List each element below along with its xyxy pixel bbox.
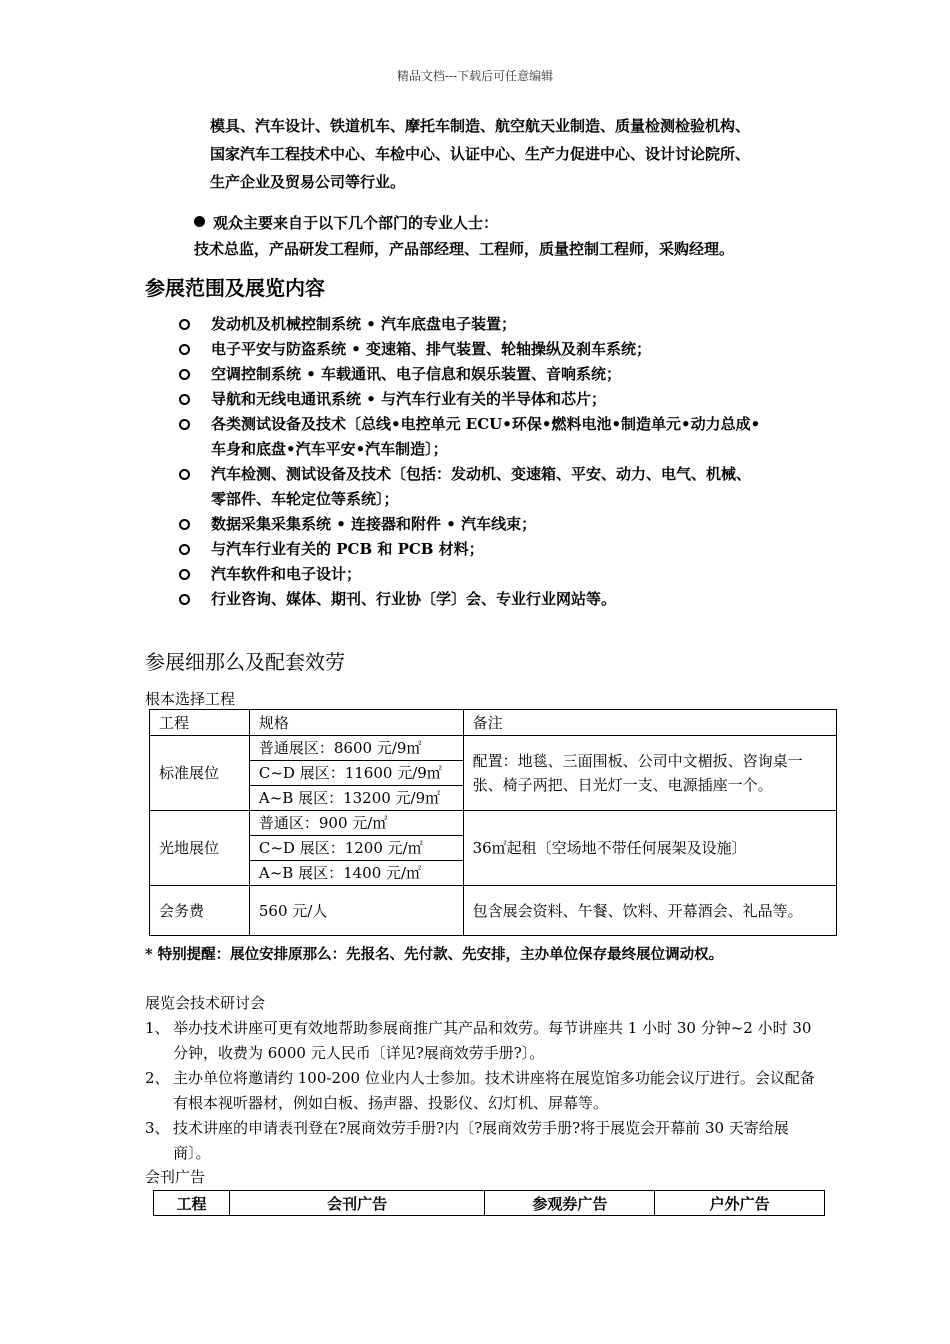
ring-bullet-icon — [179, 569, 190, 580]
ring-bullet-icon — [179, 369, 190, 380]
list-item-text: 空调控制系统 • 车载通讯、电子信息和娱乐装置、音响系统； — [211, 365, 622, 383]
column-header: 备注 — [463, 710, 836, 736]
spec-cell: C~D 展区：11600 元/9㎡ — [249, 761, 463, 786]
list-item — [176, 537, 826, 562]
list-item-text: 导航和无线电通讯系统 • 与汽车行业有关的半导体和芯片； — [211, 390, 607, 408]
list-item-text: 各类测试设备及技术〔总线•电控单元 ECU•环保•燃料电池•制造单元•动力总成• 车身和底盘•汽车平安•汽车制造〕； — [211, 415, 761, 458]
bullet-dot-icon — [194, 216, 205, 227]
page-header: 精品文档---下载后可任意编辑 — [396, 69, 554, 83]
list-item-text: 电子平安与防盗系统 • 变速箱、排气装置、轮轴操纵及刹车系统； — [211, 340, 652, 358]
list-item — [176, 512, 826, 537]
list-item-text: 主办单位将邀请约 100-200 位业内人士参加。技术讲座将在展览馆多功能会议厅进行。会议配备有根本视听器材，例如白板、扬声器、投影仪、幻灯机、屏幕等。 — [173, 1069, 815, 1112]
spec-cell: A~B 展区：1400 元/㎡ — [249, 861, 463, 886]
ring-bullet-icon — [179, 344, 190, 355]
list-item — [176, 312, 826, 337]
booth-type-cell: 标准展位 — [150, 736, 250, 811]
ring-bullet-icon — [179, 544, 190, 555]
list-item — [176, 462, 826, 512]
table-row — [150, 886, 837, 936]
list-item — [176, 412, 826, 462]
detail-heading: 参展细那么及配套效劳 — [145, 650, 345, 674]
column-header: 户外广告 — [655, 1191, 825, 1216]
list-item — [145, 1016, 825, 1066]
ring-bullet-icon — [179, 394, 190, 405]
table-header-row — [150, 710, 837, 736]
list-item-text: 技术讲座的申请表刊登在?展商效劳手册?内〔?展商效劳手册?将于展览会开幕前 30 天寄给展商〕。 — [173, 1119, 789, 1162]
booth-type-cell: 光地展位 — [150, 811, 250, 886]
list-item — [145, 1066, 825, 1116]
intro-line: 模具、汽车设计、铁道机车、摩托车制造、航空航天业制造、质量检测检验机构、 — [210, 117, 751, 135]
audience-bullet — [194, 212, 498, 233]
intro-line: 生产企业及贸易公司等行业。 — [210, 173, 406, 191]
list-item-text: 举办技术讲座可更有效地帮助参展商推广其产品和效劳。每节讲座共 1 小时 30 分钟~2 小时 30 分钟，收费为 6000 元人民币〔详见?展商效劳手册?〕。 — [173, 1019, 812, 1062]
list-item — [145, 1116, 825, 1166]
audience-text: 技术总监，产品研发工程师，产品部经理、工程师，质量控制工程师，采购经理。 — [194, 240, 735, 258]
list-item — [176, 562, 826, 587]
list-item — [176, 337, 826, 362]
column-header: 工程 — [154, 1191, 230, 1216]
note-cell: 配置：地毯、三面围板、公司中文楣扳、咨询桌一张、椅子两把、日光灯一支、电源插座一个。 — [463, 736, 836, 811]
list-item-text: 汽车检测、测试设备及技术〔包括：发动机、变速箱、平安、动力、电气、机械、 零部件、车轮定位等系统〕； — [211, 465, 752, 508]
item-number: 3、 — [145, 1119, 170, 1137]
scope-list — [176, 312, 826, 612]
item-number: 1、 — [145, 1019, 170, 1037]
note-cell: 包含展会资料、午餐、饮料、开幕酒会、礼品等。 — [463, 886, 836, 936]
list-item-text: 汽车软件和电子设计； — [211, 565, 362, 583]
ring-bullet-icon — [179, 594, 190, 605]
ring-bullet-icon — [179, 469, 190, 480]
industry-paragraph — [210, 112, 830, 196]
seminar-heading: 展览会技术研讨会 — [145, 994, 266, 1012]
table-header-row — [154, 1191, 825, 1216]
ring-bullet-icon — [179, 319, 190, 330]
special-notice: * 特别提醒：展位安排原那么：先报名、先付款、先安排，主办单位保存最终展位调动权。 — [145, 946, 724, 963]
intro-line: 国家汽车工程技术中心、车检中心、认证中心、生产力促进中心、设计讨论院所、 — [210, 145, 751, 163]
ring-bullet-icon — [179, 519, 190, 530]
table-caption: 根本选择工程 — [145, 690, 236, 708]
spec-cell: C~D 展区：1200 元/㎡ — [249, 836, 463, 861]
item-number: 2、 — [145, 1069, 170, 1087]
scope-heading: 参展范围及展览内容 — [145, 276, 325, 300]
spec-cell: 普通展区：8600 元/9㎡ — [249, 736, 463, 761]
column-header: 参观券广告 — [485, 1191, 655, 1216]
list-item-text: 行业咨询、媒体、期刊、行业协〔学〕会、专业行业网站等。 — [211, 590, 617, 608]
column-header: 会刊广告 — [229, 1191, 485, 1216]
list-item-text: 与汽车行业有关的 PCB 和 PCB 材料； — [211, 540, 484, 558]
spec-cell: 普通区：900 元/㎡ — [249, 811, 463, 836]
ads-table — [153, 1190, 825, 1216]
list-item — [176, 387, 826, 412]
booth-pricing-table — [149, 709, 837, 936]
list-item-text: 发动机及机械控制系统 • 汽车底盘电子装置； — [211, 315, 517, 333]
column-header: 工程 — [150, 710, 250, 736]
note-cell: 36㎡起租〔空场地不带任何展架及设施〕 — [463, 811, 836, 886]
list-item — [176, 587, 826, 612]
list-item-text: 数据采集采集系统 • 连接器和附件 • 汽车线束； — [211, 515, 537, 533]
ads-heading: 会刊广告 — [145, 1168, 206, 1186]
column-header: 规格 — [249, 710, 463, 736]
table-row — [150, 811, 837, 836]
audience-bullet-text: 观众主要来自于以下几个部门的专业人士： — [213, 214, 499, 232]
spec-cell: A~B 展区：13200 元/9㎡ — [249, 786, 463, 811]
list-item — [176, 362, 826, 387]
ring-bullet-icon — [179, 419, 190, 430]
booth-type-cell: 会务费 — [150, 886, 250, 936]
seminar-list — [145, 1016, 825, 1166]
table-row — [150, 736, 837, 761]
spec-cell: 560 元/人 — [249, 886, 463, 936]
